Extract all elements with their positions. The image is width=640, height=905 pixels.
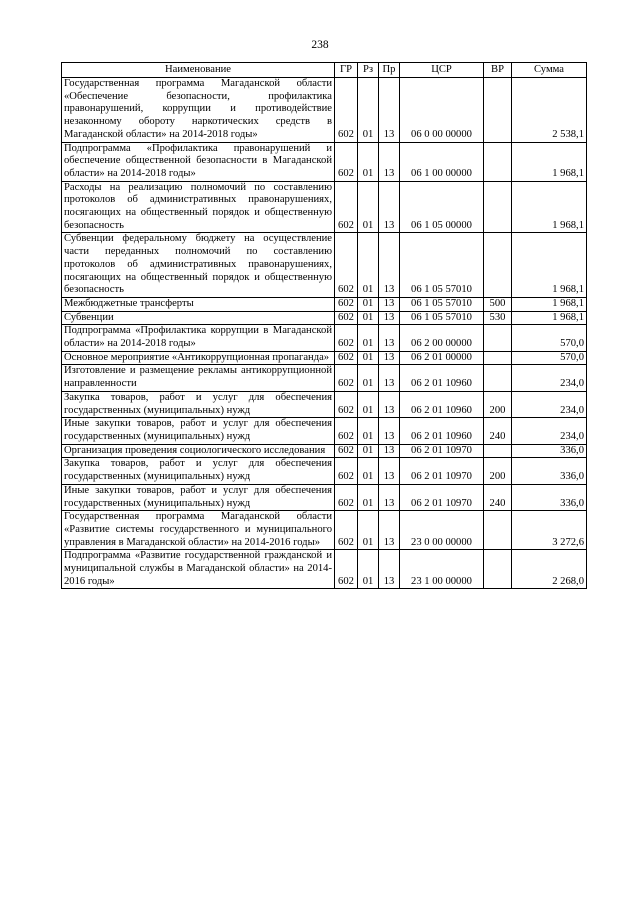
row-csr: 06 1 05 57010	[400, 233, 484, 298]
row-rz: 01	[358, 444, 379, 458]
row-sum: 1 968,1	[512, 311, 587, 325]
row-rz: 01	[358, 391, 379, 417]
table-row	[62, 142, 587, 181]
row-sum: 2 268,0	[512, 550, 587, 589]
row-name: Организация проведения социологического исследования	[62, 444, 335, 458]
row-sum: 1 968,1	[512, 297, 587, 311]
row-rz: 01	[358, 311, 379, 325]
row-name: Межбюджетные трансферты	[62, 297, 335, 311]
table-row	[62, 325, 587, 351]
row-rz: 01	[358, 458, 379, 484]
row-rz: 01	[358, 418, 379, 444]
row-vr	[484, 444, 512, 458]
row-csr: 06 1 05 57010	[400, 297, 484, 311]
row-gr: 602	[335, 458, 358, 484]
table-row	[62, 365, 587, 391]
row-vr	[484, 365, 512, 391]
row-csr: 06 2 01 10970	[400, 458, 484, 484]
row-csr: 06 0 00 00000	[400, 78, 484, 143]
row-csr: 06 2 00 00000	[400, 325, 484, 351]
row-sum: 2 538,1	[512, 78, 587, 143]
row-gr: 602	[335, 444, 358, 458]
row-rz: 01	[358, 142, 379, 181]
row-vr	[484, 511, 512, 550]
row-gr: 602	[335, 511, 358, 550]
row-pr: 13	[379, 484, 400, 510]
table-row	[62, 458, 587, 484]
row-rz: 01	[358, 550, 379, 589]
row-pr: 13	[379, 418, 400, 444]
row-name: Закупка товаров, работ и услуг для обеспечения государственных (муниципальных) нужд	[62, 458, 335, 484]
table-row	[62, 444, 587, 458]
row-rz: 01	[358, 78, 379, 143]
row-gr: 602	[335, 297, 358, 311]
row-name: Основное мероприятие «Антикоррупционная пропаганда»	[62, 351, 335, 365]
row-csr: 23 0 00 00000	[400, 511, 484, 550]
row-name: Расходы на реализацию полномочий по составлению протоколов об административных правонарушениях, посягающих на общественный порядок и общественную безопасность	[62, 181, 335, 233]
budget-table	[61, 62, 587, 589]
row-vr	[484, 233, 512, 298]
table-row	[62, 311, 587, 325]
row-rz: 01	[358, 181, 379, 233]
row-pr: 13	[379, 78, 400, 143]
row-vr: 200	[484, 458, 512, 484]
row-csr: 06 2 01 10970	[400, 444, 484, 458]
row-rz: 01	[358, 351, 379, 365]
row-gr: 602	[335, 365, 358, 391]
row-sum: 570,0	[512, 351, 587, 365]
table-row	[62, 181, 587, 233]
row-pr: 13	[379, 297, 400, 311]
header-csr: ЦСР	[400, 63, 484, 78]
row-gr: 602	[335, 484, 358, 510]
row-csr: 06 2 01 10970	[400, 484, 484, 510]
row-pr: 13	[379, 365, 400, 391]
row-gr: 602	[335, 325, 358, 351]
row-csr: 06 1 05 00000	[400, 181, 484, 233]
row-gr: 602	[335, 311, 358, 325]
row-vr	[484, 325, 512, 351]
row-gr: 602	[335, 78, 358, 143]
row-pr: 13	[379, 142, 400, 181]
row-sum: 336,0	[512, 458, 587, 484]
row-gr: 602	[335, 550, 358, 589]
header-vr: ВР	[484, 63, 512, 78]
row-name: Закупка товаров, работ и услуг для обеспечения государственных (муниципальных) нужд	[62, 391, 335, 417]
row-vr: 240	[484, 418, 512, 444]
row-name: Изготовление и размещение рекламы антикоррупционной направленности	[62, 365, 335, 391]
table-row	[62, 418, 587, 444]
row-rz: 01	[358, 365, 379, 391]
header-rz: Рз	[358, 63, 379, 78]
table-row	[62, 484, 587, 510]
row-pr: 13	[379, 311, 400, 325]
row-gr: 602	[335, 391, 358, 417]
row-rz: 01	[358, 297, 379, 311]
row-rz: 01	[358, 325, 379, 351]
table-row	[62, 391, 587, 417]
row-sum: 336,0	[512, 484, 587, 510]
row-csr: 23 1 00 00000	[400, 550, 484, 589]
header-sum: Сумма	[512, 63, 587, 78]
row-pr: 13	[379, 444, 400, 458]
row-pr: 13	[379, 325, 400, 351]
row-name: Субвенции федеральному бюджету на осуществление части переданных полномочий по составлению протоколов об административных правонарушениях, посягающих на общественный порядок и общественную безопасность	[62, 233, 335, 298]
row-pr: 13	[379, 233, 400, 298]
row-rz: 01	[358, 484, 379, 510]
row-name: Иные закупки товаров, работ и услуг для обеспечения государственных (муниципальных) нужд	[62, 484, 335, 510]
row-vr: 530	[484, 311, 512, 325]
row-vr	[484, 78, 512, 143]
row-name: Государственная программа Магаданской области «Обеспечение безопасности, профилактика правонарушений, коррупции и противодействие незаконному обороту наркотических средств в Магаданской области» на 2014-2018 годы»	[62, 78, 335, 143]
row-gr: 602	[335, 233, 358, 298]
table-row	[62, 550, 587, 589]
row-csr: 06 2 01 00000	[400, 351, 484, 365]
row-pr: 13	[379, 458, 400, 484]
row-sum: 1 968,1	[512, 181, 587, 233]
row-pr: 13	[379, 511, 400, 550]
row-rz: 01	[358, 511, 379, 550]
row-sum: 1 968,1	[512, 142, 587, 181]
table-row	[62, 233, 587, 298]
row-gr: 602	[335, 181, 358, 233]
table-header-row	[62, 63, 587, 78]
row-sum: 3 272,6	[512, 511, 587, 550]
row-name: Подпрограмма «Развитие государственной гражданской и муниципальной службы в Магаданской области» на 2014-2016 годы»	[62, 550, 335, 589]
row-gr: 602	[335, 351, 358, 365]
header-gr: ГР	[335, 63, 358, 78]
row-csr: 06 1 00 00000	[400, 142, 484, 181]
row-pr: 13	[379, 351, 400, 365]
page-number: 238	[311, 39, 329, 51]
row-vr	[484, 142, 512, 181]
row-vr: 240	[484, 484, 512, 510]
row-csr: 06 2 01 10960	[400, 365, 484, 391]
row-csr: 06 2 01 10960	[400, 418, 484, 444]
row-vr	[484, 550, 512, 589]
row-name: Подпрограмма «Профилактика правонарушений и обеспечение общественной безопасности в Магаданской области» на 2014-2018 годы»	[62, 142, 335, 181]
row-name: Подпрограмма «Профилактика коррупции в Магаданской области» на 2014-2018 годы»	[62, 325, 335, 351]
table-row	[62, 351, 587, 365]
row-gr: 602	[335, 142, 358, 181]
row-name: Иные закупки товаров, работ и услуг для обеспечения государственных (муниципальных) нужд	[62, 418, 335, 444]
row-sum: 234,0	[512, 391, 587, 417]
row-csr: 06 1 05 57010	[400, 311, 484, 325]
table-row	[62, 297, 587, 311]
table-row	[62, 78, 587, 143]
row-csr: 06 2 01 10960	[400, 391, 484, 417]
row-pr: 13	[379, 391, 400, 417]
row-vr: 200	[484, 391, 512, 417]
row-vr: 500	[484, 297, 512, 311]
row-rz: 01	[358, 233, 379, 298]
row-sum: 336,0	[512, 444, 587, 458]
row-sum: 1 968,1	[512, 233, 587, 298]
row-sum: 570,0	[512, 325, 587, 351]
row-pr: 13	[379, 550, 400, 589]
header-pr: Пр	[379, 63, 400, 78]
row-gr: 602	[335, 418, 358, 444]
header-name: Наименование	[62, 63, 335, 78]
row-pr: 13	[379, 181, 400, 233]
row-vr	[484, 181, 512, 233]
row-sum: 234,0	[512, 365, 587, 391]
table-row	[62, 511, 587, 550]
row-name: Государственная программа Магаданской области «Развитие системы государственного и муниципального управления в Магаданской области» на 2014-2016 годы»	[62, 511, 335, 550]
row-name: Субвенции	[62, 311, 335, 325]
row-vr	[484, 351, 512, 365]
row-sum: 234,0	[512, 418, 587, 444]
